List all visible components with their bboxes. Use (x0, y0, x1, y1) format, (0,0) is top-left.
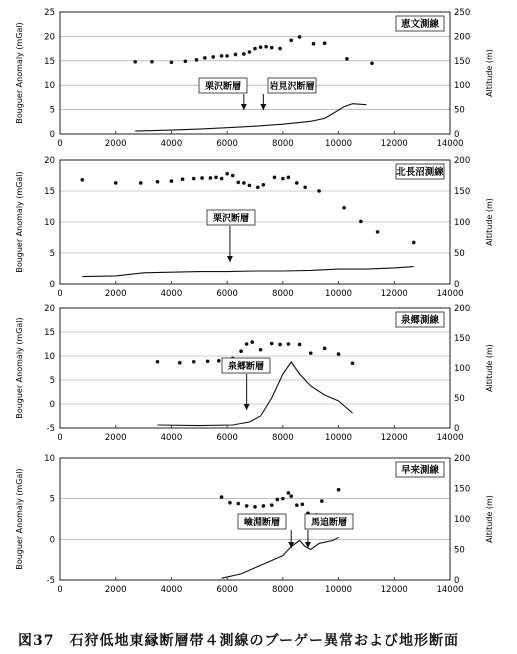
anomaly-point (289, 39, 293, 43)
y2-axis-label: Altitude (m) (485, 49, 494, 97)
x-tick-label: 4000 (160, 139, 183, 149)
anomaly-point (80, 178, 84, 182)
x-tick-label: 4000 (160, 289, 183, 299)
anomaly-point (245, 504, 249, 508)
anomaly-point (114, 181, 118, 185)
anomaly-point (211, 55, 215, 59)
y2-tick-label: 100 (454, 515, 471, 525)
panel-title: 恵文測線 (400, 19, 440, 30)
figure-caption: 図37 石狩低地東縁断層帯４測線のブーゲー異常および地形断面 (18, 633, 460, 649)
y-tick-label: 20 (44, 32, 55, 43)
anomaly-point (323, 347, 327, 351)
x-tick-label: 6000 (216, 433, 238, 443)
x-tick-label: 4000 (160, 433, 183, 443)
anomaly-point (376, 230, 380, 234)
anomaly-point (220, 177, 224, 181)
anomaly-point (298, 35, 302, 39)
anomaly-point (242, 52, 246, 56)
anomaly-point (323, 41, 327, 45)
fault-arrow-head (227, 256, 233, 262)
anomaly-point (170, 60, 174, 64)
x-tick-label: 6000 (216, 585, 238, 595)
y-tick-label: 5 (49, 249, 55, 259)
anomaly-point (253, 47, 257, 51)
y2-tick-label: 150 (454, 484, 471, 495)
y-tick-label: 10 (44, 81, 55, 92)
anomaly-point (259, 348, 263, 352)
y-axis-label: Bouguer Anomaly (mGal) (15, 468, 24, 570)
anomaly-point (270, 503, 274, 507)
anomaly-point (239, 349, 243, 353)
fault-label: 栗沢断層 (212, 214, 250, 224)
x-tick-label: 0 (57, 289, 63, 299)
anomaly-point (264, 45, 268, 49)
y-tick-label: 20 (44, 156, 55, 166)
y-axis-label: Bouguer Anomaly (mGal) (15, 22, 24, 124)
x-tick-label: 14000 (436, 433, 464, 443)
anomaly-point (281, 177, 285, 181)
anomaly-point (248, 50, 252, 54)
x-tick-label: 0 (57, 139, 63, 149)
y2-tick-label: 50 (454, 105, 465, 116)
anomaly-point (275, 498, 279, 502)
y-tick-label: 5 (49, 494, 55, 505)
y-tick-label: 0 (49, 400, 55, 410)
x-tick-label: 0 (57, 585, 63, 595)
anomaly-point (231, 174, 235, 178)
x-tick-label: 10000 (325, 433, 353, 443)
x-tick-label: 12000 (380, 289, 408, 299)
y2-tick-label: 150 (454, 334, 471, 344)
anomaly-point (250, 340, 254, 344)
anomaly-point (303, 185, 307, 189)
anomaly-point (295, 503, 299, 507)
y2-tick-label: 200 (454, 304, 471, 314)
y2-tick-label: 100 (454, 81, 471, 92)
y2-axis-label: Altitude (m) (485, 344, 494, 392)
x-tick-label: 10000 (325, 585, 353, 595)
anomaly-point (281, 497, 285, 501)
x-tick-label: 10000 (325, 289, 353, 299)
x-tick-label: 6000 (216, 289, 238, 299)
x-tick-label: 12000 (380, 585, 408, 595)
anomaly-point (203, 56, 207, 60)
anomaly-point (228, 501, 232, 505)
x-tick-label: 2000 (104, 139, 127, 149)
y2-tick-label: 0 (454, 280, 460, 290)
anomaly-point (256, 185, 260, 189)
y-axis-label: Bouguer Anomaly (mGal) (15, 171, 24, 273)
altitude-profile-line (222, 537, 339, 578)
anomaly-point (192, 177, 196, 181)
anomaly-point (225, 54, 229, 58)
anomaly-point (225, 172, 229, 176)
x-tick-label: 2000 (104, 585, 127, 595)
y-tick-label: 10 (44, 218, 55, 228)
anomaly-point (139, 181, 143, 185)
anomaly-point (270, 46, 274, 50)
fault-label: 栗沢断層 (204, 82, 242, 92)
anomaly-point (262, 504, 266, 508)
anomaly-point (133, 60, 137, 64)
fault-label: 泉郷断層 (227, 362, 265, 372)
x-tick-label: 4000 (160, 585, 183, 595)
anomaly-point (278, 47, 282, 51)
anomaly-point (342, 206, 346, 210)
anomaly-point (150, 60, 154, 64)
y2-tick-label: 100 (454, 364, 471, 374)
anomaly-point (273, 176, 277, 180)
panel-title: 北長沼測線 (396, 167, 444, 178)
plot-frame (60, 12, 450, 134)
anomaly-point (320, 499, 324, 503)
x-tick-label: 12000 (380, 433, 408, 443)
anomaly-point (220, 495, 224, 499)
x-tick-label: 8000 (272, 433, 294, 443)
y-tick-label: 5 (49, 105, 55, 116)
x-tick-label: 0 (57, 433, 63, 443)
x-tick-label: 14000 (436, 585, 464, 595)
anomaly-point (337, 488, 341, 492)
y-tick-label: 10 (44, 352, 55, 362)
anomaly-point (259, 45, 263, 49)
panel-title: 早来測線 (400, 465, 440, 476)
anomaly-point (351, 361, 355, 365)
y-tick-label: 15 (44, 187, 55, 197)
anomaly-point (206, 359, 210, 363)
y-tick-label: -5 (46, 576, 55, 586)
anomaly-point (287, 491, 291, 495)
x-tick-label: 2000 (104, 289, 127, 299)
anomaly-point (236, 181, 240, 185)
y2-tick-label: 50 (454, 249, 465, 259)
anomaly-point (270, 342, 274, 346)
y2-tick-label: 0 (454, 130, 460, 140)
x-tick-label: 8000 (272, 585, 294, 595)
anomaly-point (295, 181, 299, 185)
fault-label: 嶮淵断層 (243, 518, 281, 528)
anomaly-point (209, 176, 213, 180)
anomaly-point (236, 502, 240, 506)
anomaly-point (298, 343, 302, 347)
x-tick-label: 8000 (272, 289, 294, 299)
anomaly-point (170, 179, 174, 183)
y2-tick-label: 200 (454, 156, 471, 166)
altitude-profile-line (82, 267, 414, 277)
x-tick-label: 8000 (272, 139, 294, 149)
anomaly-point (195, 58, 199, 62)
y-tick-label: -5 (46, 424, 55, 434)
anomaly-point (312, 42, 316, 46)
anomaly-point (192, 360, 196, 364)
y-tick-label: 5 (49, 376, 55, 386)
anomaly-point (262, 183, 266, 187)
anomaly-point (248, 184, 252, 188)
fault-label: 馬追断層 (310, 518, 348, 528)
anomaly-point (156, 360, 160, 364)
y-tick-label: 0 (49, 130, 55, 140)
y-tick-label: 0 (49, 280, 55, 290)
anomaly-point (287, 176, 291, 180)
altitude-profile-line (135, 104, 366, 131)
fault-arrow-head (260, 104, 266, 110)
y-axis-label: Bouguer Anomaly (mGal) (15, 317, 24, 419)
x-tick-label: 6000 (216, 139, 238, 149)
y-tick-label: 15 (44, 328, 55, 338)
anomaly-point (301, 503, 305, 507)
y2-tick-label: 0 (454, 576, 460, 586)
y2-tick-label: 200 (454, 32, 471, 43)
y2-axis-label: Altitude (m) (485, 495, 494, 543)
anomaly-point (287, 342, 291, 346)
x-tick-label: 14000 (436, 289, 464, 299)
y2-tick-label: 250 (454, 8, 471, 18)
anomaly-point (178, 361, 182, 365)
anomaly-point (317, 189, 321, 193)
anomaly-point (181, 177, 185, 181)
x-tick-label: 12000 (380, 139, 408, 149)
anomaly-point (217, 359, 221, 363)
anomaly-point (220, 54, 224, 58)
anomaly-point (242, 181, 246, 185)
y2-tick-label: 150 (454, 56, 471, 67)
fault-arrow-head (241, 104, 247, 110)
anomaly-point (214, 176, 218, 180)
y2-tick-label: 50 (454, 545, 465, 556)
anomaly-point (337, 352, 341, 356)
y2-tick-label: 100 (454, 218, 471, 228)
anomaly-point (184, 59, 188, 63)
y2-tick-label: 50 (454, 394, 465, 404)
anomaly-point (278, 343, 282, 347)
y2-tick-label: 0 (454, 424, 460, 434)
anomaly-point (200, 176, 204, 180)
anomaly-point (289, 494, 293, 498)
y-tick-label: 10 (44, 454, 55, 464)
anomaly-point (412, 241, 416, 245)
anomaly-point (234, 53, 238, 57)
x-tick-label: 10000 (325, 139, 353, 149)
y-tick-label: 25 (44, 8, 55, 18)
x-tick-label: 2000 (104, 433, 127, 443)
anomaly-point (359, 220, 363, 224)
x-tick-label: 14000 (436, 139, 464, 149)
y-tick-label: 15 (44, 56, 55, 67)
anomaly-point (253, 505, 257, 509)
anomaly-point (245, 342, 249, 346)
fault-arrow-head (244, 404, 250, 410)
anomaly-point (370, 61, 374, 65)
y-tick-label: 20 (44, 304, 55, 314)
anomaly-point (309, 351, 313, 355)
y2-tick-label: 150 (454, 187, 471, 197)
y2-tick-label: 200 (454, 454, 471, 464)
anomaly-point (156, 180, 160, 184)
panel-title: 泉郷測線 (400, 315, 440, 326)
y-tick-label: 0 (49, 535, 55, 546)
fault-label: 岩見沢断層 (269, 82, 315, 92)
y2-axis-label: Altitude (m) (485, 198, 494, 246)
anomaly-point (345, 57, 349, 61)
